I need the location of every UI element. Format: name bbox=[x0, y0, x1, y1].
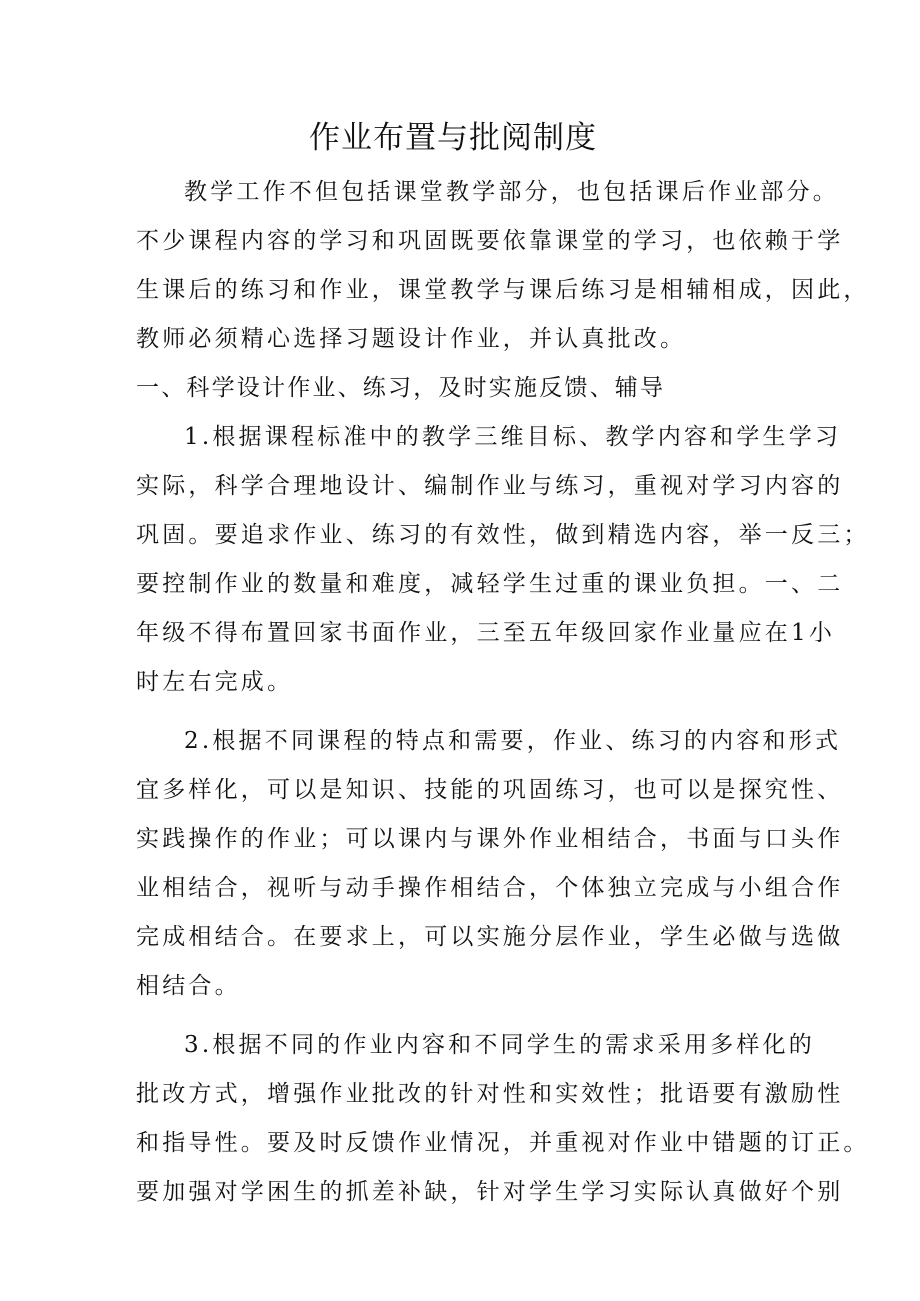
item-1-paragraph bbox=[136, 413, 870, 707]
text-line: 教学工作不但包括课堂教学部分，也包括课后作业部分。 bbox=[184, 179, 839, 205]
text-line: 生课后的练习和作业，课堂教学与课后练习是相辅相成，因此， bbox=[136, 277, 870, 303]
item-2-paragraph bbox=[136, 717, 844, 1011]
text-line: 巩固。要追求作业、练习的有效性，做到精选内容，举一反三； bbox=[136, 522, 870, 548]
text-line: 相结合。 bbox=[136, 973, 241, 999]
text-line: 1.根据课程标准中的教学三维目标、教学内容和学生学习 bbox=[184, 424, 842, 450]
text-line: 和指导性。要及时反馈作业情况，并重视对作业中错题的订正。 bbox=[136, 1130, 870, 1156]
paragraph-spacer bbox=[136, 707, 778, 717]
text-line: 批改方式，增强作业批改的针对性和实效性；批语要有激励性 bbox=[136, 1081, 844, 1107]
document-title: 作业布置与批阅制度 bbox=[309, 120, 597, 156]
document-body bbox=[136, 168, 870, 1217]
text-line: 要加强对学困生的抓差补缺，针对学生学习实际认真做好个别 bbox=[136, 1179, 844, 1205]
text-line: 2.根据不同课程的特点和需要，作业、练习的内容和形式 bbox=[184, 728, 842, 754]
paragraph-spacer bbox=[136, 1011, 778, 1021]
text-line: 实际，科学合理地设计、编制作业与练习，重视对学习内容的 bbox=[136, 473, 844, 499]
text-line: 3.根据不同的作业内容和不同学生的需求采用多样化的 bbox=[184, 1032, 815, 1058]
text-line: 年级不得布置回家书面作业，三至五年级回家作业量应在1小 bbox=[136, 620, 836, 646]
item-3-paragraph bbox=[136, 1021, 870, 1217]
text-line: 宜多样化，可以是知识、技能的巩固练习，也可以是探究性、 bbox=[136, 777, 844, 803]
section-heading: 一、科学设计作业、练习，及时实施反馈、辅导 bbox=[136, 375, 666, 401]
text-line: 完成相结合。在要求上，可以实施分层作业，学生必做与选做 bbox=[136, 924, 844, 950]
intro-paragraph bbox=[136, 168, 870, 364]
text-line: 实践操作的作业；可以课内与课外作业相结合，书面与口头作 bbox=[136, 826, 844, 852]
text-line: 要控制作业的数量和难度，减轻学生过重的课业负担。一、二 bbox=[136, 571, 844, 597]
text-line: 不少课程内容的学习和巩固既要依靠课堂的学习，也依赖于学 bbox=[136, 228, 844, 254]
text-line: 教师必须精心选择习题设计作业，并认真批改。 bbox=[136, 326, 687, 352]
text-line: 时左右完成。 bbox=[136, 669, 294, 695]
text-line: 业相结合，视听与动手操作相结合，个体独立完成与小组合作 bbox=[136, 875, 844, 901]
